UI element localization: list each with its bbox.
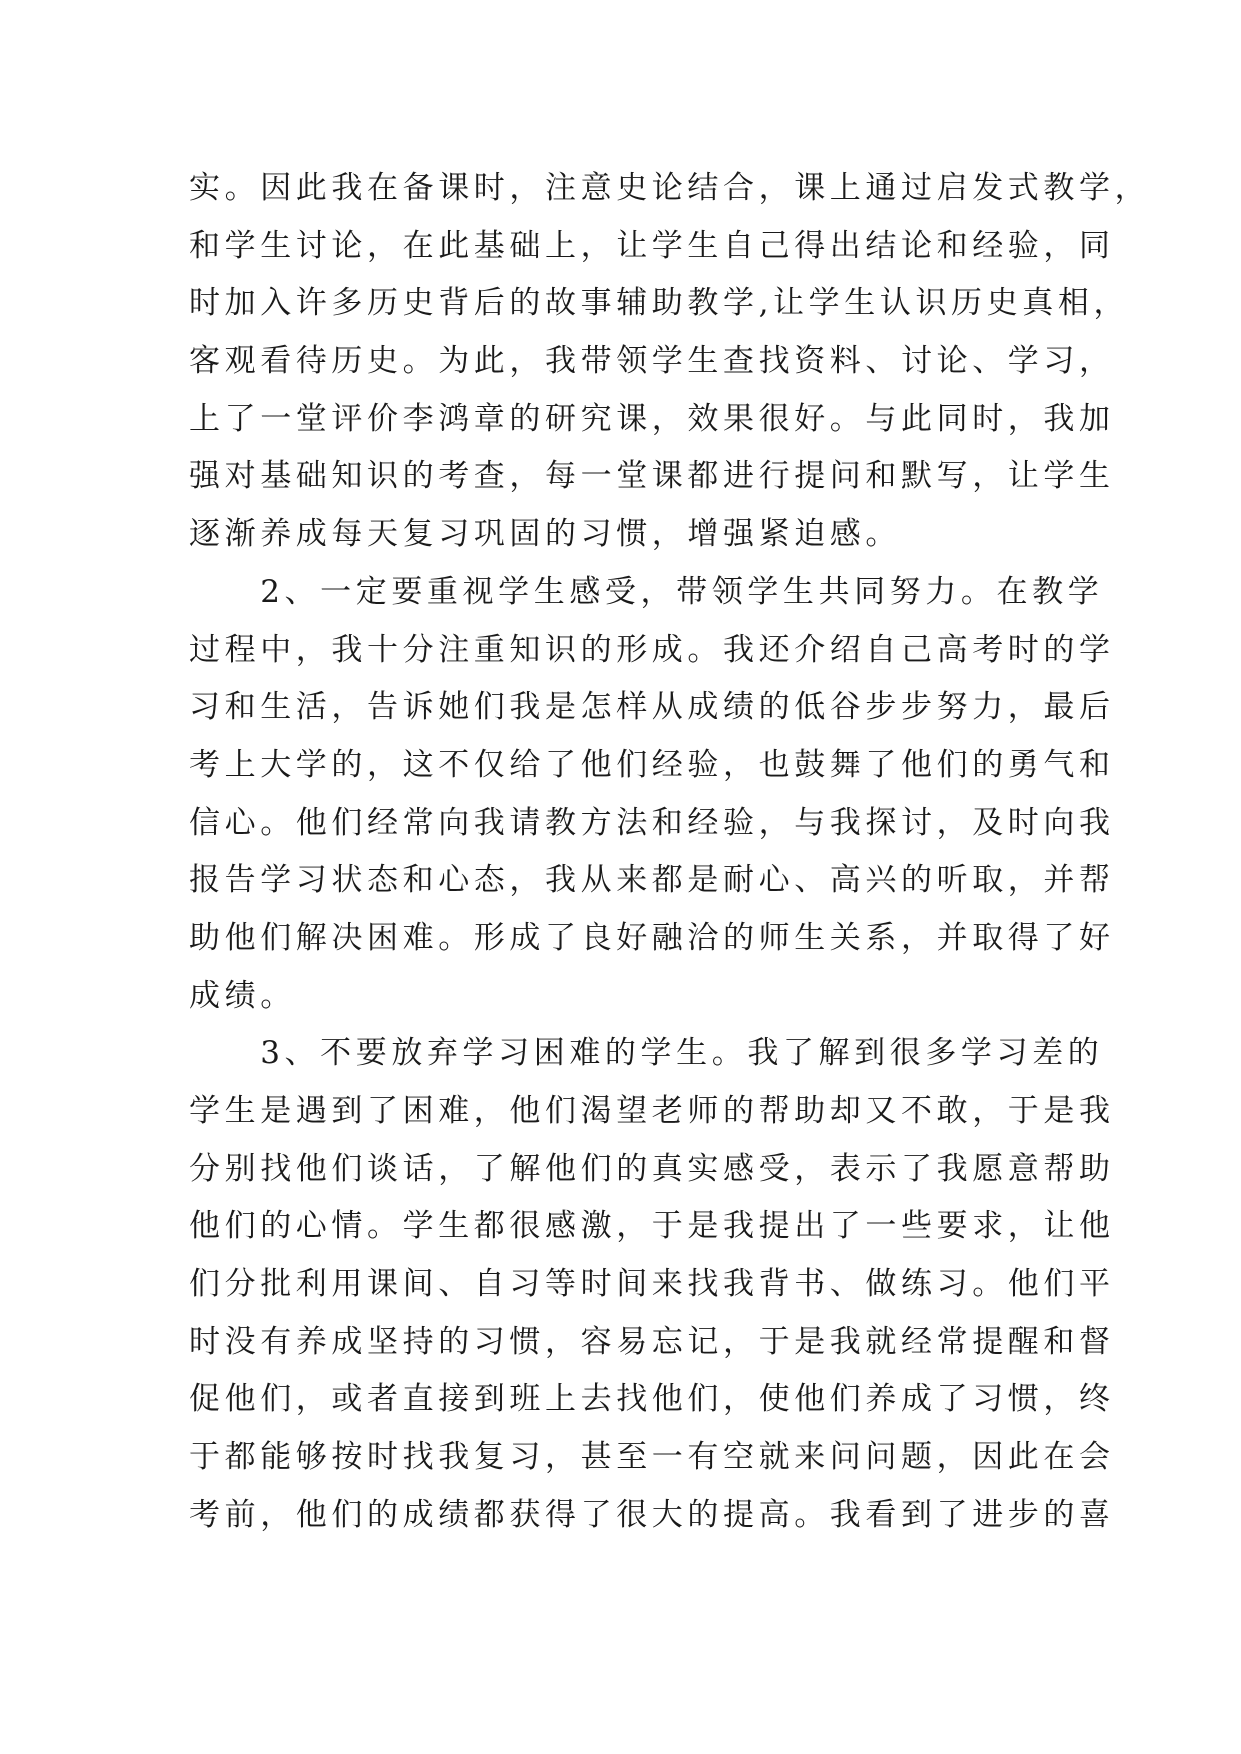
- text-line: 他们的心情。学生都很感激，于是我提出了一些要求，让他: [189, 1208, 1115, 1245]
- paragraph-3-start: 3、不要放弃学习困难的学生。我了解到很多学习差的: [189, 1035, 1104, 1072]
- text-line: 和学生讨论，在此基础上，让学生自己得出结论和经验，同: [189, 227, 1115, 264]
- text-line: 们分批利用课间、自习等时间来找我背书、做练习。他们平: [189, 1266, 1115, 1303]
- text-line: 上了一堂评价李鸿章的研究课，效果很好。与此同时，我加: [189, 400, 1115, 437]
- text-line: 促他们，或者直接到班上去找他们，使他们养成了习惯，终: [189, 1381, 1115, 1418]
- text-line: 实。因此我在备课时，注意史论结合，课上通过启发式教学，: [189, 170, 1151, 206]
- text-line: 学生是遇到了困难，他们渴望老师的帮助却又不敢，于是我: [189, 1093, 1115, 1129]
- text-line: 助他们解决困难。形成了良好融洽的师生关系，并取得了好: [189, 919, 1115, 956]
- body-text: [189, 160, 1151, 1545]
- text-line: 分别找他们谈话，了解他们的真实感受，表示了我愿意帮助: [189, 1150, 1115, 1187]
- text-line: 习和生活，告诉她们我是怎样从成绩的低谷步步努力，最后: [189, 689, 1115, 726]
- text-line: 时没有养成坚持的习惯，容易忘记，于是我就经常提醒和督: [189, 1323, 1115, 1360]
- text-line: 过程中，我十分注重知识的形成。我还介绍自己高考时的学: [189, 631, 1115, 668]
- text-line: 考前，他们的成绩都获得了很大的提高。我看到了进步的喜: [189, 1496, 1115, 1533]
- text-line: 报告学习状态和心态，我从来都是耐心、高兴的听取，并帮: [189, 862, 1115, 899]
- text-line: 信心。他们经常向我请教方法和经验，与我探讨，及时向我: [189, 804, 1115, 841]
- paragraph-2-start: 2、一定要重视学生感受，带领学生共同努力。在教学: [189, 573, 1104, 610]
- text-line: 客观看待历史。为此，我带领学生查找资料、讨论、学习，: [189, 343, 1115, 380]
- text-line: 考上大学的，这不仅给了他们经验，也鼓舞了他们的勇气和: [189, 746, 1115, 783]
- text-line: 时加入许多历史背后的故事辅助教学,让学生认识历史真相，: [189, 285, 1130, 322]
- text-line: 强对基础知识的考查，每一堂课都进行提问和默写，让学生: [189, 458, 1115, 495]
- text-line: 于都能够按时找我复习，甚至一有空就来问问题，因此在会: [189, 1439, 1115, 1476]
- text-line: 逐渐养成每天复习巩固的习惯，增强紧迫感。: [189, 516, 901, 553]
- text-line: 成绩。: [189, 977, 296, 1014]
